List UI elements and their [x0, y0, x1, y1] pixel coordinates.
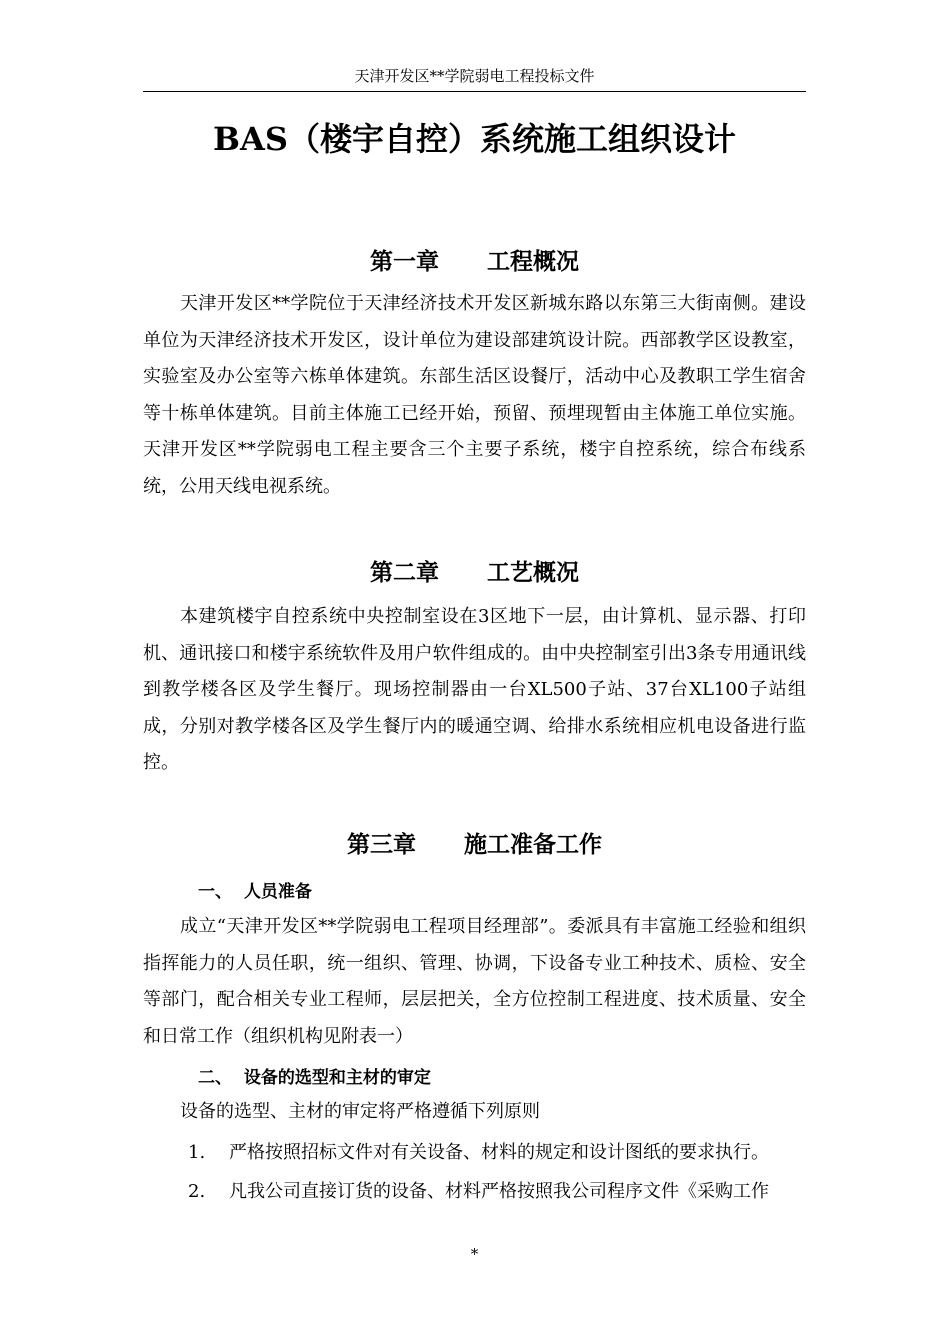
section-2-intro: 设备的选型、主材的审定将严格遵循下列原则 [180, 1101, 540, 1122]
section-2-heading: 二、 设备的选型和主材的审定 [198, 1068, 431, 1088]
chapter-3-heading: 第三章 施工准备工作 [346, 831, 603, 858]
document-title: BAS（楼宇自控）系统施工组织设计 [213, 120, 736, 158]
list-item-number: 1. [188, 1142, 206, 1163]
chapter-2-heading: 第二章 工艺概况 [369, 559, 580, 586]
header-divider [143, 91, 806, 92]
list-item [143, 1138, 806, 1168]
list-item-text: 凡我公司直接订货的设备、材料严格按照我公司程序文件《采购工作 [229, 1181, 769, 1202]
list-item [143, 1177, 806, 1207]
page-header: 天津开发区**学院弱电工程投标文件 [354, 67, 595, 85]
list-item-text: 严格按照招标文件对有关设备、材料的规定和设计图纸的要求执行。 [229, 1142, 769, 1163]
section-1-paragraph: 成立“天津开发区**学院弱电工程项目经理部”。委派具有丰富施工经验和组织指挥能力的人员任职，统一组织、管理、协调，下设备专业工种技术、质检、安全等部门，配合相关专业工程师，层层把关，全方位控制工程进度、技术质量、安全和日常工作（组织机构见附表一） [143, 916, 806, 1047]
section-1-heading: 一、 人员准备 [198, 882, 312, 902]
chapter-2-paragraph: 本建筑楼宇自控系统中央控制室设在3区地下一层，由计算机、显示器、打印机、通讯接口和楼宇系统软件及用户软件组成的。由中央控制室引出3条专用通讯线到教学楼各区及学生餐厅。现场控制器由一台XL500子站、37台XL100子站组成，分别对教学楼各区及学生餐厅内的暖通空调、给排水系统相应机电设备进行监控。 [143, 606, 806, 773]
chapter-1-heading: 第一章 工程概况 [369, 248, 580, 275]
page-footer-marker: * [470, 1245, 479, 1263]
list-item-number: 2. [188, 1181, 206, 1202]
chapter-1-paragraph: 天津开发区**学院位于天津经济技术开发区新城东路以东第三大街南侧。建设单位为天津经济技术开发区，设计单位为建设部建筑设计院。西部教学区设教室，实验室及办公室等六栋单体建筑。东部生活区设餐厅，活动中心及教职工学生宿舍等十栋单体建筑。目前主体施工已经开始，预留、预埋现暂由主体施工单位实施。天津开发区**学院弱电工程主要含三个主要子系统，楼宇自控系统，综合布线系统，公用天线电视系统。 [143, 293, 806, 497]
